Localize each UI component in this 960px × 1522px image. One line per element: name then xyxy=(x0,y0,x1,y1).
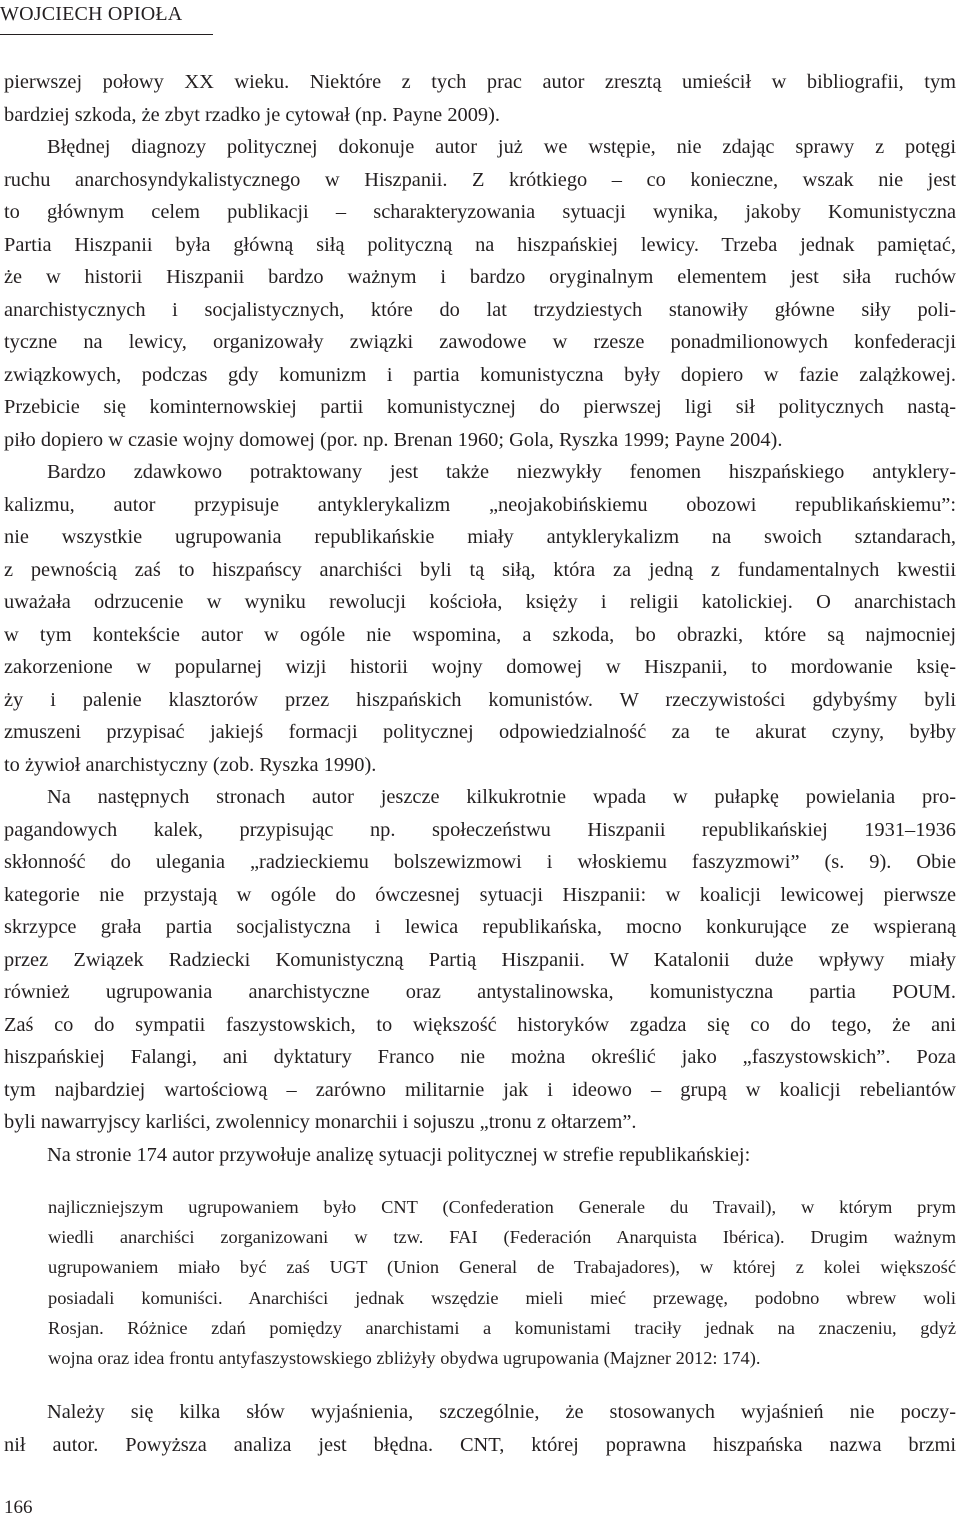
text-line: Należy się kilka słów wyjaśnienia, szczególnie, że stosowanych wyjaśnień nie poczy- xyxy=(47,1401,956,1424)
text-line: to głównym celem publikacji – scharakteryzowania sytuacji wynika, jakoby Komunistyczna xyxy=(4,201,956,223)
page-body xyxy=(4,66,956,1461)
paragraph-explanation xyxy=(4,1396,956,1461)
text-line: z pewnością zaś to hiszpańscy anarchiści byli tą siłą, która za jedną z fundamentalnych kwestii xyxy=(4,558,956,581)
page-number: 166 xyxy=(4,1497,33,1518)
text-line: również ugrupowania anarchistyczne oraz antystalinowska, komunistyczna partia POUM. xyxy=(4,981,956,1003)
running-header xyxy=(0,0,213,35)
quote-line: ugrupowaniem miało być zaś UGT (Union General de Trabajadores), w której z kolei większość xyxy=(48,1257,956,1278)
quote-line: posiadali komuniści. Anarchiści jednak wszędzie mieli mieć przewagę, podobno wbrew woli xyxy=(48,1287,956,1308)
text-line: ruchu anarchosyndykalistycznego w Hiszpanii. Z krótkiego – co konieczne, wszak nie jest xyxy=(4,168,956,191)
text-line: to żywioł anarchistyczny (zob. Ryszka 1990). xyxy=(4,753,377,776)
text-line: zakorzenione w popularnej wizji historii wojny domowej w Hiszpanii, to mordowanie księ- xyxy=(4,656,956,678)
text-line: Na następnych stronach autor jeszcze kilkukrotnie wpada w pułapkę powielania pro- xyxy=(47,786,956,808)
text-line: związkowych, podczas gdy komunizm i partia komunistyczna były dopiero w fazie zalążkowej. xyxy=(4,363,956,386)
text-line: bardziej szkoda, że zbyt rzadko je cytował (np. Payne 2009). xyxy=(4,103,500,126)
text-line: anarchistycznych i socjalistycznych, które do lat trzydziestych stanowiły główne siły poli- xyxy=(4,298,956,321)
quote-line: wojna oraz idea frontu antyfaszystowskiego zbliżyły obydwa ugrupowania (Majzner 2012: 174). xyxy=(48,1348,761,1369)
text-line: Zaś co do sympatii faszystowskich, to większość historyków zgadza się co do tego, że ani xyxy=(4,1013,956,1036)
text-line: pierwszej połowy XX wieku. Niektóre z tych prac autor zresztą umieścił w bibliografii, tym xyxy=(4,71,956,93)
paragraph-continuation xyxy=(4,66,956,131)
quote-line: wiedli anarchiści zorganizowani w tzw. FAI (Federación Anarquista Ibérica). Drugim ważnym xyxy=(48,1227,956,1248)
text-line: skrzypce grała partia socjalistyczna i lewica republikańska, mocno konkurujące ze wspieraną xyxy=(4,916,956,938)
text-line: tyczne na lewicy, organizowały związki zawodowe w rzesze ponadmilionowych konfederacji xyxy=(4,331,956,353)
text-line: kategorie nie przystają w ogóle do ówczesnej sytuacji Hiszpanii: w koalicji lewicowej pierwsze xyxy=(4,883,956,906)
text-line: piło dopiero w czasie wojny domowej (por. np. Brenan 1960; Gola, Ryszka 1999; Payne 2004). xyxy=(4,428,783,451)
running-title: WOJCIECH OPIOŁA xyxy=(0,3,183,25)
text-line: zmuszeni przypisać jakiejś formacji politycznej odpowiedzialność za te akurat czyny, byłby xyxy=(4,721,956,743)
text-line: uważała odrzucenie w wyniku rewolucji kościoła, księży i religii katolickiej. O anarchistach xyxy=(4,591,956,613)
block-quote xyxy=(4,1192,956,1373)
paragraph-quote-intro xyxy=(4,1139,956,1172)
text-line: pagandowych kalek, przypisując np. społeczeństwu Hiszpanii republikańskiej 1931–1936 xyxy=(4,818,956,841)
text-line: Bardzo zdawkowo potraktowany jest także niezwykły fenomen hiszpańskiego antyklery- xyxy=(47,461,956,483)
text-line: ży i palenie klasztorów przez hiszpańskich komunistów. W rzeczywistości gdybyśmy byli xyxy=(4,688,956,711)
text-line: że w historii Hiszpanii bardzo ważnym i bardzo oryginalnym elementem jest siła ruchów xyxy=(4,266,956,288)
paragraph-propaganda xyxy=(4,781,956,1139)
text-line: skłonność do ulegania „radzieckiemu bolszewizmowi i włoskiemu faszyzmowi” (s. 9). Obie xyxy=(4,851,956,873)
text-line: Na stronie 174 autor przywołuje analizę sytuacji politycznej w strefie republikańskiej: xyxy=(47,1143,751,1166)
quote-line: najliczniejszym ugrupowaniem było CNT (Confederation Generale du Travail), w którym prym xyxy=(48,1197,956,1217)
text-line: Błędnej diagnozy politycznej dokonuje autor już we wstępie, nie zdając sprawy z potęgi xyxy=(47,136,956,158)
text-line: byli nawarryjscy karliści, zwolennicy monarchii i sojuszu „tronu z ołtarzem”. xyxy=(4,1111,637,1133)
paragraph-diagnosis xyxy=(4,131,956,456)
text-line: hiszpańskiej Falangi, ani dyktatury Franco nie można określić jako „faszystowskich”. Poza xyxy=(4,1046,956,1068)
text-line: nie wszystkie ugrupowania republikańskie miały antyklerykalizm na swoich sztandarach, xyxy=(4,526,956,548)
text-line: kalizmu, autor przypisuje antyklerykalizm „neojakobińskiemu obozowi republikańskiemu”: xyxy=(4,493,956,516)
text-line: przez Związek Radziecki Komunistyczną Partią Hiszpanii. W Katalonii duże wpływy miały xyxy=(4,948,956,971)
quote-line: Rosjan. Różnice zdań pomiędzy anarchistami a komunistami traciły jednak na znaczeniu, gdyż xyxy=(48,1317,956,1338)
text-line: w tym kontekście autor w ogóle nie wspomina, a szkoda, bo obrazki, które są najmocniej xyxy=(4,623,956,646)
text-line: Partia Hiszpanii była główną siłą polityczną na hiszpańskiej lewicy. Trzeba jednak pamiętać, xyxy=(4,233,956,256)
text-line: tym najbardziej wartościową – zarówno militarnie jak i ideowo – grupą w koalicji rebeliantów xyxy=(4,1078,956,1101)
paragraph-anticlericalism xyxy=(4,456,956,781)
text-line: nił autor. Powyższa analiza jest błędna. CNT, której poprawna hiszpańska nazwa brzmi xyxy=(4,1433,956,1456)
text-line: Przebicie się kominternowskiej partii komunistycznej do pierwszej ligi sił politycznych nastą- xyxy=(4,396,956,418)
